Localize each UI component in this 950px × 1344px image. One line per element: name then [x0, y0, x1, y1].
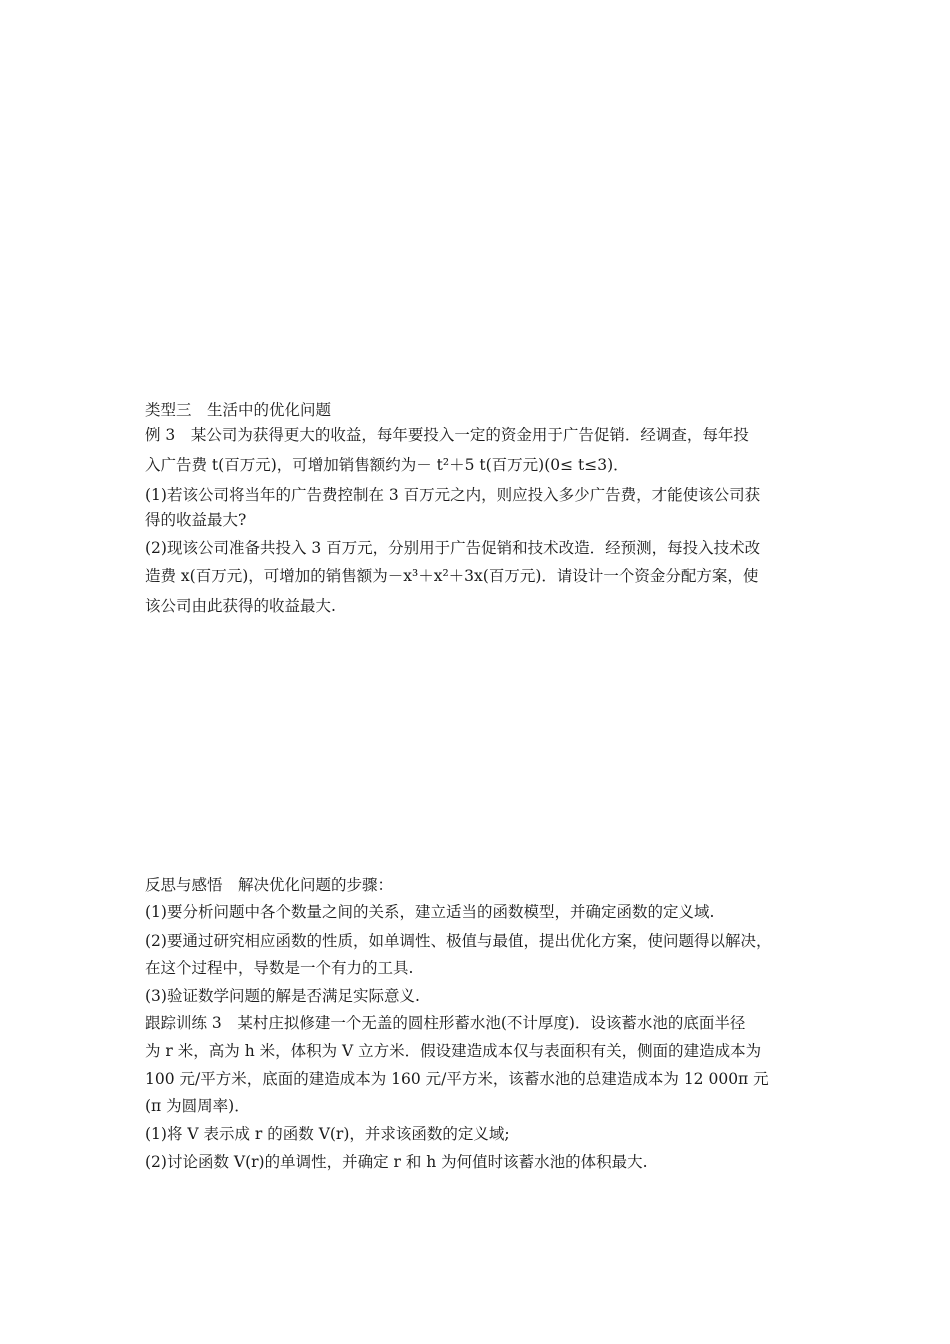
practice-line-3: 100 元/平方米，底面的建造成本为 160 元/平方米，该蓄水池的总建造成本为 12 000π 元	[145, 1070, 769, 1088]
example-line-2	[145, 455, 629, 475]
question-1-line-2: 得的收益最大?	[145, 511, 247, 529]
section-heading: 类型三 生活中的优化问题	[145, 401, 332, 419]
reflection-step-1: (1)要分析问题中各个数量之间的关系，建立适当的函数模型，并确定函数的定义域.	[145, 903, 715, 921]
example-text-2: 入广告费 t(百万元)，可增加销售额约为－ t²＋5 t(百万元)(0≤ t≤3)．	[145, 456, 629, 474]
question-2-line-2: 造费 x(百万元)，可增加的销售额为－x³＋x²＋3x(百万元)．请设计一个资金分配方案，使	[145, 567, 759, 585]
reflection-step-2-line-2: 在这个过程中，导数是一个有力的工具.	[145, 959, 414, 977]
reflection-step-2-line-1: (2)要通过研究相应函数的性质，如单调性、极值与最值，提出优化方案，使问题得以解决，	[145, 932, 772, 950]
practice-line-1	[145, 1013, 745, 1033]
practice-line-4: (π 为圆周率)．	[145, 1097, 250, 1115]
question-2-line-3: 该公司由此获得的收益最大.	[145, 597, 336, 615]
practice-question-1: (1)将 V 表示成 r 的函数 V(r)，并求该函数的定义域;	[145, 1125, 510, 1143]
practice-question-2: (2)讨论函数 V(r)的单调性，并确定 r 和 h 为何值时该蓄水池的体积最大.	[145, 1153, 648, 1171]
reflection-step-3: (3)验证数学问题的解是否满足实际意义.	[145, 987, 420, 1005]
practice-text-1: 某村庄拟修建一个无盖的圆柱形蓄水池(不计厚度)．设该蓄水池的底面半径	[237, 1014, 746, 1032]
example-line-1	[145, 425, 749, 445]
example-text-1: 某公司为获得更大的收益，每年要投入一定的资金用于广告促销．经调查，每年投	[190, 426, 749, 444]
practice-line-2: 为 r 米，高为 h 米，体积为 V 立方米．假设建造成本仅与表面积有关，侧面的建造成本为	[145, 1042, 762, 1060]
question-2-line-1: (2)现该公司准备共投入 3 百万元，分别用于广告促销和技术改造．经预测，每投入技术改	[145, 539, 761, 557]
practice-label: 跟踪训练 3	[145, 1014, 222, 1032]
reflection-title: 反思与感悟 解决优化问题的步骤：	[145, 876, 394, 894]
example-label: 例 3	[145, 426, 176, 444]
question-1-line-1: (1)若该公司将当年的广告费控制在 3 百万元之内，则应投入多少广告费，才能使该公司获	[145, 486, 761, 504]
